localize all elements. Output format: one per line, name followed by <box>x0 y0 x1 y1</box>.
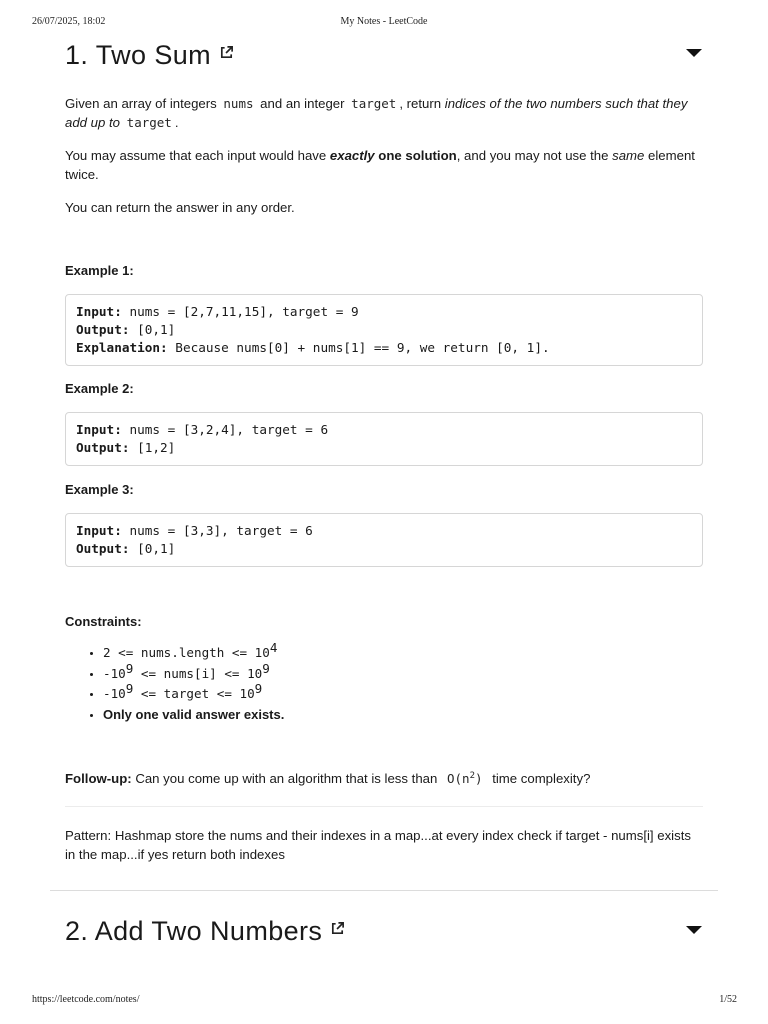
text: and an integer <box>256 96 349 111</box>
exponent: 9 <box>125 681 134 696</box>
exponent: 2 <box>469 771 475 781</box>
text: You may assume that each input would have <box>65 148 330 163</box>
output-value: [1,2] <box>129 440 176 455</box>
constraint-text: -10 <box>103 686 126 701</box>
input-label: Input: <box>76 523 122 538</box>
problem-title-1[interactable] <box>65 40 234 71</box>
desc-paragraph-1 <box>65 94 703 132</box>
example-input-line <box>76 303 692 321</box>
print-url: https://leetcode.com/notes/ <box>32 994 140 1005</box>
strong-emphasis: exactly <box>329 148 375 163</box>
print-page-number: 1/52 <box>719 994 737 1005</box>
external-link-icon[interactable] <box>330 912 345 943</box>
inline-code: target <box>351 96 397 111</box>
constraint-text: 2 <= nums.length <= 10 <box>103 645 270 660</box>
text: Given an array of integers <box>65 96 221 111</box>
example-input-line <box>76 421 692 439</box>
example-output-line <box>76 439 692 457</box>
example-output-line <box>76 321 692 339</box>
explanation-label: Explanation: <box>76 340 168 355</box>
divider <box>65 806 703 807</box>
inline-code: nums <box>223 96 254 111</box>
example-output-line <box>76 540 692 558</box>
strong-text: one solution <box>374 148 457 163</box>
problem-description <box>65 94 703 217</box>
text: , and you may not use the <box>456 148 613 163</box>
print-datetime: 26/07/2025, 18:02 <box>32 16 106 27</box>
section-divider <box>50 890 718 891</box>
emphasis-text: same <box>612 148 645 163</box>
exponent: 9 <box>125 660 134 676</box>
exponent: 9 <box>262 660 270 676</box>
example-2-label: Example 2: <box>65 381 134 396</box>
complexity-code <box>441 771 489 786</box>
collapse-caret-icon[interactable] <box>686 49 702 57</box>
output-label: Output: <box>76 322 130 337</box>
output-label: Output: <box>76 541 130 556</box>
text: . <box>174 115 179 130</box>
input-label: Input: <box>76 304 122 319</box>
constraints-label: Constraints: <box>65 614 142 629</box>
input-label: Input: <box>76 422 122 437</box>
problem-title-text[interactable]: 2. Add Two Numbers <box>65 916 323 946</box>
example-3-box <box>65 513 703 567</box>
desc-paragraph-3: You can return the answer in any order. <box>65 200 295 215</box>
constraint-item <box>103 681 284 705</box>
explanation-value: Because nums[0] + nums[1] == 9, we return [0, 1]. <box>167 340 550 355</box>
user-note[interactable] <box>65 826 703 864</box>
example-1-box <box>65 294 703 366</box>
input-value: nums = [3,2,4], target = 6 <box>121 422 329 437</box>
code-text: O(n <box>447 771 470 786</box>
constraint-text: -10 <box>103 665 126 681</box>
output-value: [0,1] <box>129 541 176 556</box>
print-title: My Notes - LeetCode <box>340 16 428 27</box>
example-2-box <box>65 412 703 466</box>
example-input-line <box>76 522 692 540</box>
problem-title-2[interactable] <box>65 916 345 947</box>
input-value: nums = [2,7,11,15], target = 9 <box>121 304 359 319</box>
problem-title-text[interactable]: 1. Two Sum <box>65 40 212 70</box>
inline-code: target <box>126 115 172 130</box>
example-explanation-line <box>76 339 692 357</box>
follow-up-text <box>65 769 703 788</box>
constraints-list <box>65 640 285 725</box>
constraint-item <box>103 705 284 726</box>
constraint-text: Only one valid answer exists. <box>103 706 285 722</box>
output-label: Output: <box>76 440 130 455</box>
collapse-caret-icon[interactable] <box>686 926 702 934</box>
constraint-text: <= target <= 10 <box>133 686 255 701</box>
output-value: [0,1] <box>129 322 176 337</box>
constraint-text: <= nums[i] <= 10 <box>133 665 263 681</box>
text: element twice. <box>65 148 695 182</box>
text: Can you come up with an algorithm that is less than <box>131 771 441 786</box>
note-text[interactable]: Pattern: Hashmap store the nums and their indexes in a map...at every index check if target - nums[i] exists in the map...if yes return both indexes <box>65 828 691 862</box>
input-value: nums = [3,3], target = 6 <box>121 523 313 538</box>
text: , return <box>399 96 445 111</box>
example-3-label: Example 3: <box>65 482 134 497</box>
desc-paragraph-2 <box>65 146 703 184</box>
exponent: 4 <box>269 640 278 655</box>
follow-up <box>65 769 703 788</box>
follow-up-label: Follow-up: <box>65 771 132 786</box>
exponent: 9 <box>254 681 263 696</box>
text: time complexity? <box>488 771 591 786</box>
emphasis-text: indices of the two numbers such that they add up to <box>65 96 688 130</box>
external-link-icon[interactable] <box>219 36 234 67</box>
example-1-label: Example 1: <box>65 263 134 278</box>
code-text: ) <box>475 771 483 786</box>
